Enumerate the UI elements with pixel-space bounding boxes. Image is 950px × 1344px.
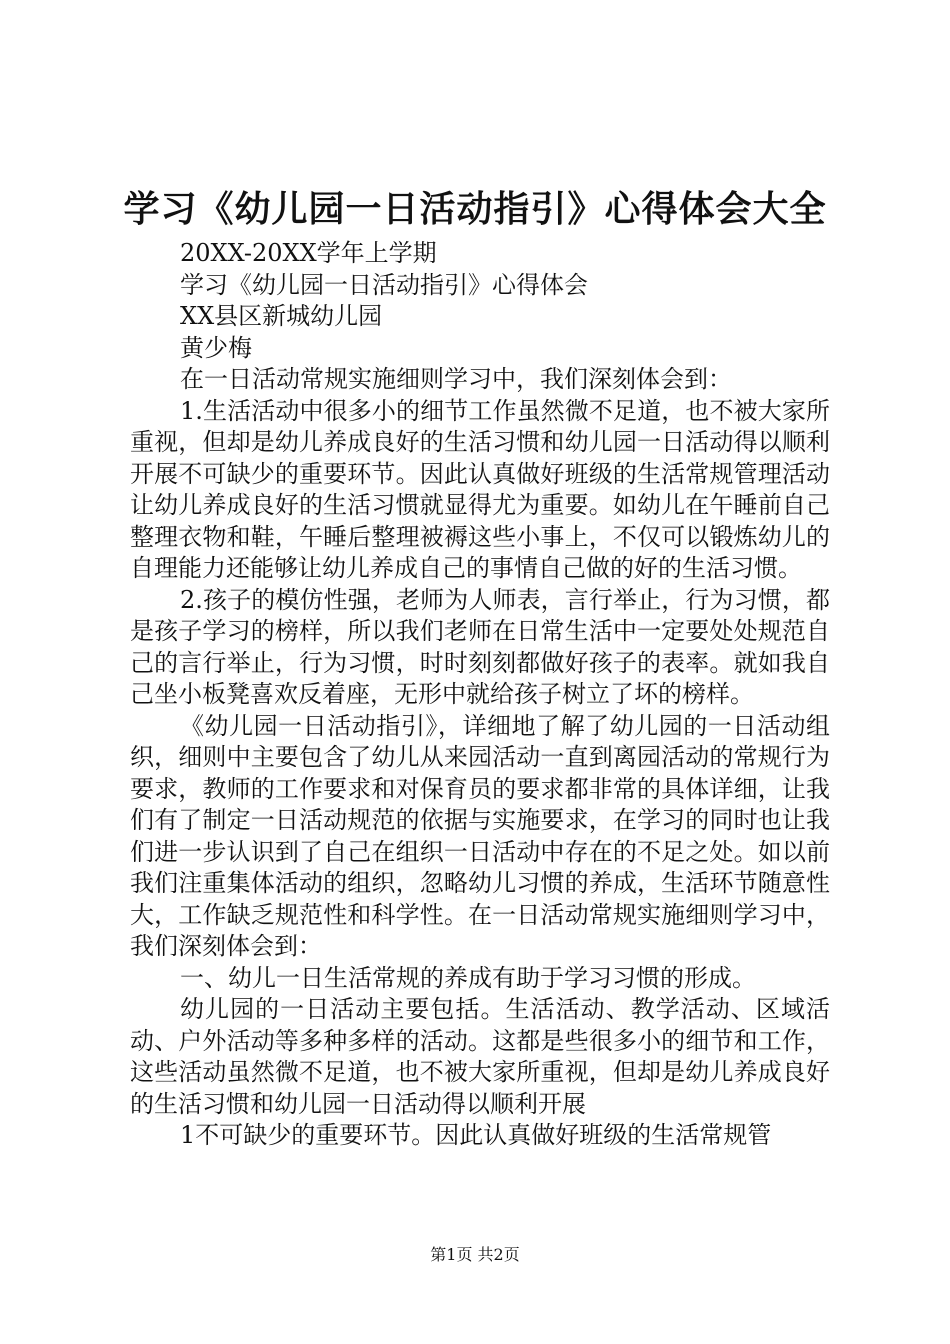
paragraph-daily-activities: 幼儿园的一日活动主要包括。生活活动、教学活动、区域活动、户外活动等多种多样的活动。这都是些很多小的细节和工作，这些活动虽然微不足道，也不被大家所重视，但却是幼儿养成良好的生活习惯和幼儿园一日活动得以顺利开展 xyxy=(130,995,830,1118)
section-heading-1: 一、幼儿一日生活常规的养成有助于学习习惯的形成。 xyxy=(180,963,756,992)
paragraph-point-1: 1.生活活动中很多小的细节工作虽然微不足道，也不被大家所重视，但却是幼儿养成良好的生活习惯和幼儿园一日活动得以顺利开展不可缺少的重要环节。因此认真做好班级的生活常规管理活动让幼儿养成良好的生活习惯就显得尤为重要。如幼儿在午睡前自己整理衣物和鞋，午睡后整理被褥这些小事上，不仅可以锻炼幼儿的自理能力还能够让幼儿养成自己的事情自己做的好的生活习惯。 xyxy=(130,396,830,582)
paragraph-point-2: 2.孩子的模仿性强，老师为人师表，言行举止，行为习惯，都是孩子学习的榜样，所以我们老师在日常生活中一定要处处规范自己的言行举止，行为习惯，时时刻刻都做好孩子的表率。就如我自己坐小板凳喜欢反着座，无形中就给孩子树立了坏的榜样。 xyxy=(130,585,830,708)
author-line: 黄少梅 xyxy=(180,333,252,362)
term-line: 20XX-20XX学年上学期 xyxy=(180,239,437,267)
page-footer: 第1页 共2页 xyxy=(430,1245,520,1264)
paragraph-continued: 1不可缺少的重要环节。因此认真做好班级的生活常规管 xyxy=(180,1121,772,1149)
subtitle-line: 学习《幼儿园一日活动指引》心得体会 xyxy=(180,270,588,299)
document-title: 学习《幼儿园一日活动指引》心得体会大全 xyxy=(123,188,827,230)
document-meta xyxy=(180,238,880,364)
school-line: XX县区新城幼儿园 xyxy=(180,302,383,330)
paragraph-guide-summary: 《幼儿园一日活动指引》，详细地了解了幼儿园的一日活动组织，细则中主要包含了幼儿从来园活动一直到离园活动的常规行为要求，教师的工作要求和对保育员的要求都非常的具体详细，让我们有了制定一日活动规范的依据与实施要求，在学习的同时也让我们进一步认识到了自己在组织一日活动中存在的不足之处。如以前我们注重集体活动的组织，忽略幼儿习惯的养成，生活环节随意性大，工作缺乏规范性和科学性。在一日活动常规实施细则学习中，我们深刻体会到： xyxy=(130,711,830,960)
document-body xyxy=(130,364,830,1152)
paragraph-intro: 在一日活动常规实施细则学习中，我们深刻体会到： xyxy=(180,365,732,393)
